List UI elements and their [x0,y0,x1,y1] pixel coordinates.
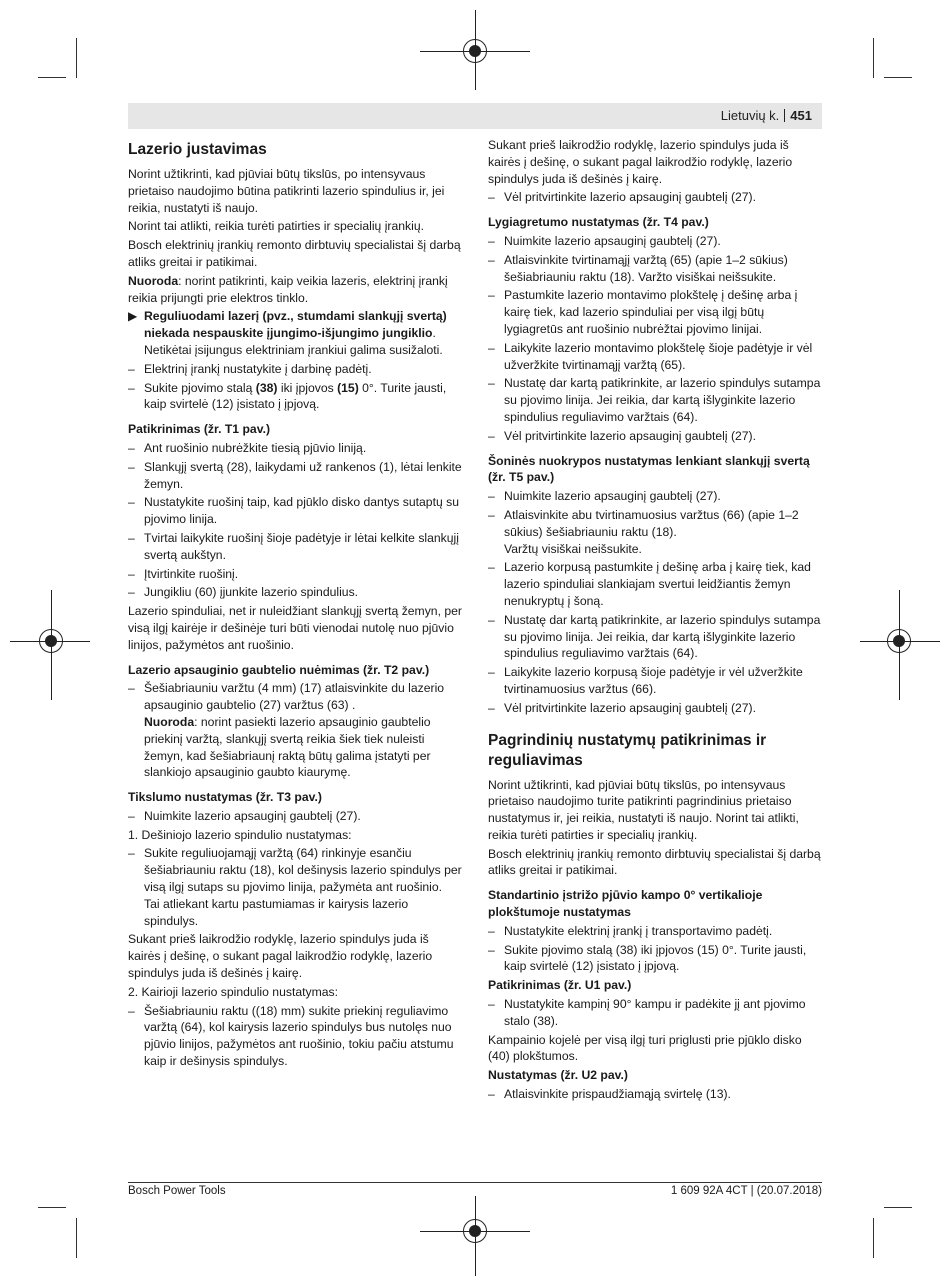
list-item: – Vėl pritvirtinkite lazerio apsauginį gaubtelį (27). [488,428,757,443]
list-item: – Slankųjį svertą (28), laikydami už rankenos (1), lėtai lenkite žemyn. [128,459,462,491]
list-item: – Nuimkite lazerio apsauginį gaubtelį (27). [128,808,361,823]
list-item: – Atlaisvinkite tvirtinamąjį varžtą (65) (apie 1–2 sūkius) šešiabriauniu raktu (18). Varžto visiškai neišsukite. [488,252,788,284]
footer-docnum: 1 609 92A 4CT | (20.07.2018) [670,1185,822,1197]
crop-mark [76,1218,77,1258]
registration-mark [887,629,911,653]
paragraph: Sukant prieš laikrodžio rodyklę, lazerio spindulys juda iš kairės į dešinę, o sukant pagal laikrodžio rodyklę, lazerio spindulys juda iš dešinės į kairę. [128,932,433,981]
crop-mark [38,1207,66,1208]
list-item: – Vėl pritvirtinkite lazerio apsauginį gaubtelį (27). [488,700,757,715]
crop-mark [873,38,874,78]
list-item: – Nustatykite ruošinį taip, kad pjūklo disko dantys sutaptų su pjovimo linija. [128,495,460,527]
list-item: – Nustatę dar kartą patikrinkite, ar lazerio spindulys sutampa su pjovimo linija. Jei reikia, dar kartą išlyginkite lazerio spindulius reguliavimo varžtais (64). [488,376,821,424]
list-item: – Jungikliu (60) įjunkite lazerio spindulius. [128,585,359,600]
list-item: – Elektrinį įrankį nustatykite į darbinę padėtį. [128,361,372,376]
triangle-bullet-icon: ▶ [128,309,138,324]
note [128,273,464,307]
paragraph: Sukant prieš laikrodžio rodyklę, lazerio spindulys juda iš kairės į dešinę, o sukant pagal laikrodžio rodyklę, lazerio spindulys juda iš dešinės į kairę. [488,138,793,186]
footer-rule [128,1182,822,1183]
list-item: – Šešiabriauniu varžtu (4 mm) (17) atlaisvinkite du lazerio apsauginio gaubtelio (27) varžtus (63) . Nuoroda: norint pasiekti lazerio apsauginio gaubtelio priekinį varžtą, slankųjį svertą reikia šiek tiek nuleisti žemyn, kad šešiabriaunį raktą būtų galima įstatyti per slankiojo apsauginio gaubto kiaurymę. [128,681,445,780]
crop-mark [76,38,77,78]
registration-mark [39,629,63,653]
paragraph: Bosch elektrinių įrankių remonto dirbtuvių specialistai šį darbą atliks greitai ir patikimai. [128,238,461,269]
paragraph: Lazerio spinduliai, net ir nuleidžiant slankųjį svertą žemyn, per visą ilgį kairėje ir dešinėje turi būti vienodai nutolę nuo pjūvio linijos, pažymėtos ant ruošinio. [128,604,462,652]
crop-mark [38,77,66,78]
note-text: : norint patikrinti, kaip veikia lazeris, elektrinį įrankį reikia prijungti prie elektros tinklo. [128,273,448,305]
subsection-title: Nustatymas (žr. U2 pav.) [488,1068,628,1083]
paragraph: Norint užtikrinti, kad pjūviai būtų tikslūs, po intensyvaus prietaiso naudojimo turite patikrinti pagrindinius prietaiso nustatymus ir, jei reikia, nustatyti iš naujo. Norint tai atlikti, reikia turėti patirties ir specialių įrankių. [488,777,799,842]
paragraph: Norint tai atlikti, reikia turėti patirties ir specialių įrankių. [128,219,424,234]
section-title: Lazerio justavimas [128,141,267,158]
subsection-title: Lazerio apsauginio gaubtelio nuėmimas (žr. T2 pav.) [128,662,430,677]
list-item: – Lazerio korpusą pastumkite į dešinę arba į kairę tiek, kad lazerio spinduliai slankiajam svertui leidžiantis žemyn nenukryptų į šoną. [488,560,811,608]
note-label: Nuoroda [128,273,179,288]
list-item: – Atlaisvinkite prispaudžiamąją svirtelę (13). [488,1087,731,1102]
paragraph: Norint užtikrinti, kad pjūviai būtų tikslūs, po intensyvaus prietaiso naudojimo būtina patikrinti lazerio spindulius ir, jei reikia, nustatyti iš naujo. [128,167,445,215]
list-item: – Tvirtai laikykite ruošinį šioje padėtyje ir lėtai kelkite slankųjį svertą aukštyn. [128,530,459,562]
header-section: Lietuvių k. [720,108,780,123]
subsection-title: Lygiagretumo nustatymas (žr. T4 pav.) [488,215,709,230]
list-item: – Vėl pritvirtinkite lazerio apsauginį gaubtelį (27). [488,190,757,205]
section-title: Pagrindinių nustatymų patikrinimas ir reguliavimas [488,731,767,769]
subsection-title: Patikrinimas (žr. U1 pav.) [488,978,632,993]
warning [128,308,464,358]
registration-mark [463,39,487,63]
list-item: – Sukite reguliuojamąjį varžtą (64) rinkinyje esančiu šešiabriauniu raktu (18), kol dešinysis lazerio spindulys per visą ilgį sutaps su pjovimo linija, pažymėta ant ruošinio. Tai atliekant kartu pastumiamas ir kairysis lazerio spindulys. [128,846,462,928]
list-item: – Šešiabriauniu raktu ((18) mm) sukite priekinį reguliavimo varžtą (64), kol kairysis lazerio spindulys bus nutolęs nuo pjūvio linijos, pažymėtos ant ruošinio, tokiu pačiu atstumu kaip ir dešinysis spindulys. [128,1003,454,1069]
paragraph: Bosch elektrinių įrankių remonto dirbtuvių specialistai šį darbą atliks greitai ir patikimai. [488,846,821,878]
footer-brand: Bosch Power Tools [128,1185,226,1197]
list-item: – Ant ruošinio nubrėžkite tiesią pjūvio liniją. [128,440,367,455]
crop-mark [884,77,912,78]
paragraph: Kampainio kojelė per visą ilgį turi priglusti prie pjūklo disko (40) plokštumos. [488,1032,802,1064]
subsection-title: Standartinio įstrižo pjūvio kampo 0° vertikalioje plokštumoje nustatymas [488,888,763,920]
subsection-title: Patikrinimas (žr. T1 pav.) [128,422,271,437]
subsection-title: Šoninės nuokrypos nustatymas lenkiant slankųjį svertą (žr. T5 pav.) [488,453,810,485]
warning-text: . Netikėtai įsijungus elektriniam įrankiui galima susižaloti. [144,326,443,357]
list-item: – Sukite pjovimo stalą (38) iki įpjovos (15) 0°. Turite jausti, kaip svirtelė (12) įsistato į įpjovą. [488,942,807,974]
list-item: – Nustatę dar kartą patikrinkite, ar lazerio spindulys sutampa su pjovimo linija. Jei reikia, dar kartą išlyginkite lazerio spindulius reguliavimo varžtais (64). [488,612,821,661]
warning-bold: Reguliuodami lazerį (pvz., stumdami slankųjį svertą) niekada nespauskite įjungimo-išjungimo jungiklio [144,309,447,341]
crop-mark [884,1207,912,1208]
subsection-title: Tikslumo nustatymas (žr. T3 pav.) [128,790,322,805]
list-item: – Laikykite lazerio korpusą šioje padėtyje ir vėl užveržkite tvirtinamuosius varžtus (66). [488,665,803,696]
list-item: – Nustatykite elektrinį įrankį į transportavimo padėtį. [488,923,773,938]
paragraph: 1. Dešiniojo lazerio spindulio nustatymas: [128,827,352,842]
left-column [128,140,464,1072]
registration-mark [463,1219,487,1243]
list-item: – Nuimkite lazerio apsauginį gaubtelį (27). [488,233,721,248]
paragraph: 2. Kairioji lazerio spindulio nustatymas: [128,984,338,999]
list-item: – Nustatykite kampinį 90° kampu ir padėkite jį ant pjovimo stalo (38). [488,997,806,1028]
page-header [128,103,822,129]
crop-mark [873,1218,874,1258]
page-number: 451 [790,108,812,123]
list-item: – Įtvirtinkite ruošinį. [128,566,239,581]
header-text [721,108,812,123]
list-item: – Pastumkite lazerio montavimo plokštelę į dešinę arba į kairę tiek, kad lazerio spinduliai per visą ilgį būtų lygiagretūs ant ruošinio nubrėžtai pjovimo linijai. [488,288,798,336]
right-column [488,137,824,1105]
list-item: – Nuimkite lazerio apsauginį gaubtelį (27). [488,489,721,504]
list-item: – Sukite pjovimo stalą (38) iki įpjovos (15) 0°. Turite jausti, kaip svirtelė (12) įsistato į įpjovą. [128,380,447,412]
list-item: – Atlaisvinkite abu tvirtinamuosius varžtus (66) (apie 1–2 sūkius) šešiabriauniu raktu (18). Varžtų visiškai neišsukite. [488,507,799,556]
list-item: – Laikykite lazerio montavimo plokštelę šioje padėtyje ir vėl užveržkite tvirtinamąjį varžtą (65). [488,340,813,372]
